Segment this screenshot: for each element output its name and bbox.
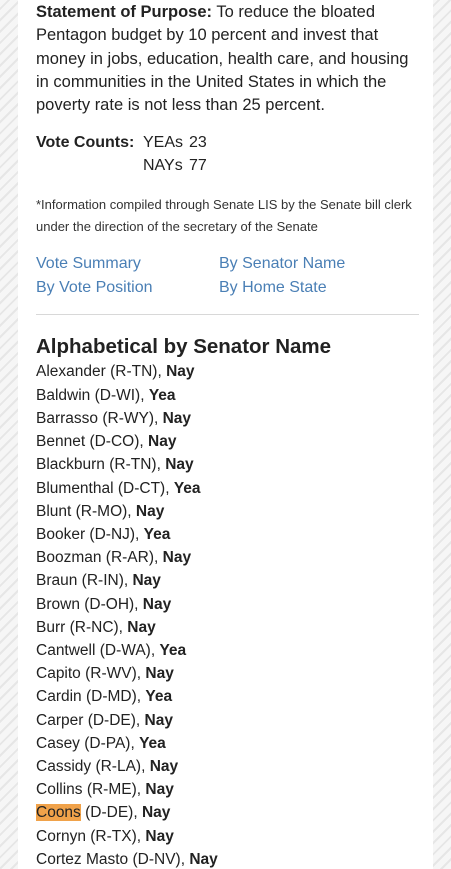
senator-party-state: (R-WY), — [98, 409, 163, 427]
vote-detail-card — [18, 0, 433, 869]
senator-row — [36, 709, 416, 732]
senator-vote: Nay — [189, 850, 218, 868]
senator-name: Carper — [36, 711, 84, 729]
senator-name: Cassidy — [36, 757, 92, 775]
senator-name: Capito — [36, 665, 81, 683]
senator-party-state: (D-WA), — [95, 641, 160, 659]
senator-row — [36, 685, 416, 708]
senator-party-state: (D-MD), — [81, 688, 146, 706]
senator-row — [36, 662, 416, 685]
senator-name: Blunt — [36, 502, 72, 520]
by-home-state-link[interactable]: By Home State — [219, 279, 327, 297]
senator-party-state: (D-CT), — [113, 479, 174, 497]
senator-party-state: (R-MO), — [71, 502, 136, 520]
senator-party-state: (D-OH), — [79, 595, 143, 613]
senator-name: Baldwin — [36, 386, 91, 404]
senator-vote: Nay — [141, 804, 171, 822]
senator-vote: Nay — [145, 665, 174, 683]
senator-vote: Nay — [135, 502, 165, 520]
senator-row — [36, 616, 416, 639]
senator-party-state: (D-DE), — [83, 711, 145, 729]
senator-vote: Yea — [159, 641, 187, 659]
senator-name: Cantwell — [36, 641, 96, 659]
senator-party-state: (D-DE), — [80, 804, 142, 822]
senator-row — [36, 825, 416, 848]
senator-row — [36, 360, 416, 383]
senator-row — [36, 778, 416, 801]
senator-vote: Nay — [142, 595, 172, 613]
senator-party-state: (R-IN), — [77, 572, 133, 590]
senator-vote: Yea — [143, 525, 171, 543]
senator-row — [36, 384, 416, 407]
senator-name: Cornyn — [36, 827, 86, 845]
senator-party-state: (D-NJ), — [85, 525, 144, 543]
senator-vote: Nay — [148, 433, 177, 451]
senator-row — [36, 848, 416, 869]
yeas-count: 23 — [189, 134, 207, 152]
senator-vote: Nay — [165, 456, 194, 474]
senator-row — [36, 453, 416, 476]
vote-counts — [36, 131, 416, 177]
senator-party-state: (D-WI), — [90, 386, 149, 404]
vote-counts-label: Vote Counts: — [36, 134, 135, 152]
senator-vote: Nay — [127, 618, 156, 636]
nays-count: 77 — [189, 157, 207, 175]
senator-row — [36, 407, 416, 430]
by-vote-position-link[interactable]: By Vote Position — [36, 279, 153, 297]
senator-vote: Nay — [162, 549, 192, 567]
senator-name: Blackburn — [36, 456, 105, 474]
senator-vote: Nay — [132, 572, 161, 590]
senator-party-state: (R-TN), — [105, 363, 167, 381]
senator-vote: Yea — [148, 386, 176, 404]
senator-row — [36, 500, 416, 523]
senator-row — [36, 430, 416, 453]
senator-row — [36, 639, 416, 662]
senator-row — [36, 755, 416, 778]
senator-party-state: (R-NC), — [65, 618, 128, 636]
senator-party-state: (R-ME), — [82, 781, 146, 799]
senator-name: Alexander — [36, 363, 106, 381]
view-links — [36, 252, 416, 299]
senator-vote: Nay — [145, 781, 174, 799]
senator-party-state: (R-WV), — [80, 665, 146, 683]
senator-vote: Nay — [166, 363, 195, 381]
section-heading: Alphabetical by Senator Name — [36, 335, 332, 359]
senator-name: Braun — [36, 572, 78, 590]
senator-vote: Nay — [149, 757, 179, 775]
senator-party-state: (D-NV), — [128, 850, 190, 868]
senator-row — [36, 801, 416, 824]
senator-name: Cortez Masto — [36, 850, 129, 868]
senator-row — [36, 732, 416, 755]
senator-vote: Nay — [145, 827, 174, 845]
senator-party-state: (R-LA), — [91, 757, 150, 775]
senator-name: Casey — [36, 734, 80, 752]
senator-name: Boozman — [36, 549, 102, 567]
senator-name: Brown — [36, 595, 80, 613]
purpose-text: To reduce the bloated Pentagon budget by 10 percent and invest that money in jobs, education, health care, and housing in communities in the United States in which the poverty rate is not less than 25 percent. — [36, 3, 409, 115]
source-note: *Information compiled through Senate LIS by the Senate bill clerk under the direction of the secretary of the Senate — [36, 197, 412, 235]
senator-party-state: (D-PA), — [79, 734, 140, 752]
senator-name: Blumenthal — [36, 479, 114, 497]
senator-name: Burr — [36, 618, 66, 636]
senator-row — [36, 477, 416, 500]
senator-row — [36, 546, 416, 569]
senator-vote: Yea — [145, 688, 173, 706]
nays-label: NAYs — [143, 157, 183, 175]
senator-name: Cardin — [36, 688, 82, 706]
yeas-label: YEAs — [143, 134, 184, 152]
senator-vote: Nay — [144, 711, 173, 729]
senator-name: Bennet — [36, 433, 86, 451]
senator-party-state: (R-TX), — [85, 827, 146, 845]
senator-row — [36, 593, 416, 616]
divider — [36, 314, 419, 315]
statement-of-purpose — [36, 0, 416, 117]
purpose-label: Statement of Purpose: — [36, 3, 213, 21]
senator-name: Booker — [36, 525, 86, 543]
yeas-row — [143, 131, 207, 154]
nays-row — [143, 154, 207, 177]
senator-vote: Nay — [162, 409, 192, 427]
senator-party-state: (D-CO), — [85, 433, 148, 451]
senator-party-state: (R-AR), — [101, 549, 163, 567]
senator-name: Coons — [36, 804, 81, 822]
senator-name: Barrasso — [36, 409, 99, 427]
senator-vote: Yea — [139, 734, 166, 752]
senator-list — [36, 360, 416, 869]
senator-row — [36, 523, 416, 546]
vote-summary-link[interactable]: Vote Summary — [36, 255, 141, 273]
senator-party-state: (R-TN), — [104, 456, 166, 474]
senator-vote: Yea — [173, 479, 201, 497]
senator-row — [36, 569, 416, 592]
by-senator-name-link[interactable]: By Senator Name — [219, 255, 346, 273]
senator-name: Collins — [36, 781, 83, 799]
